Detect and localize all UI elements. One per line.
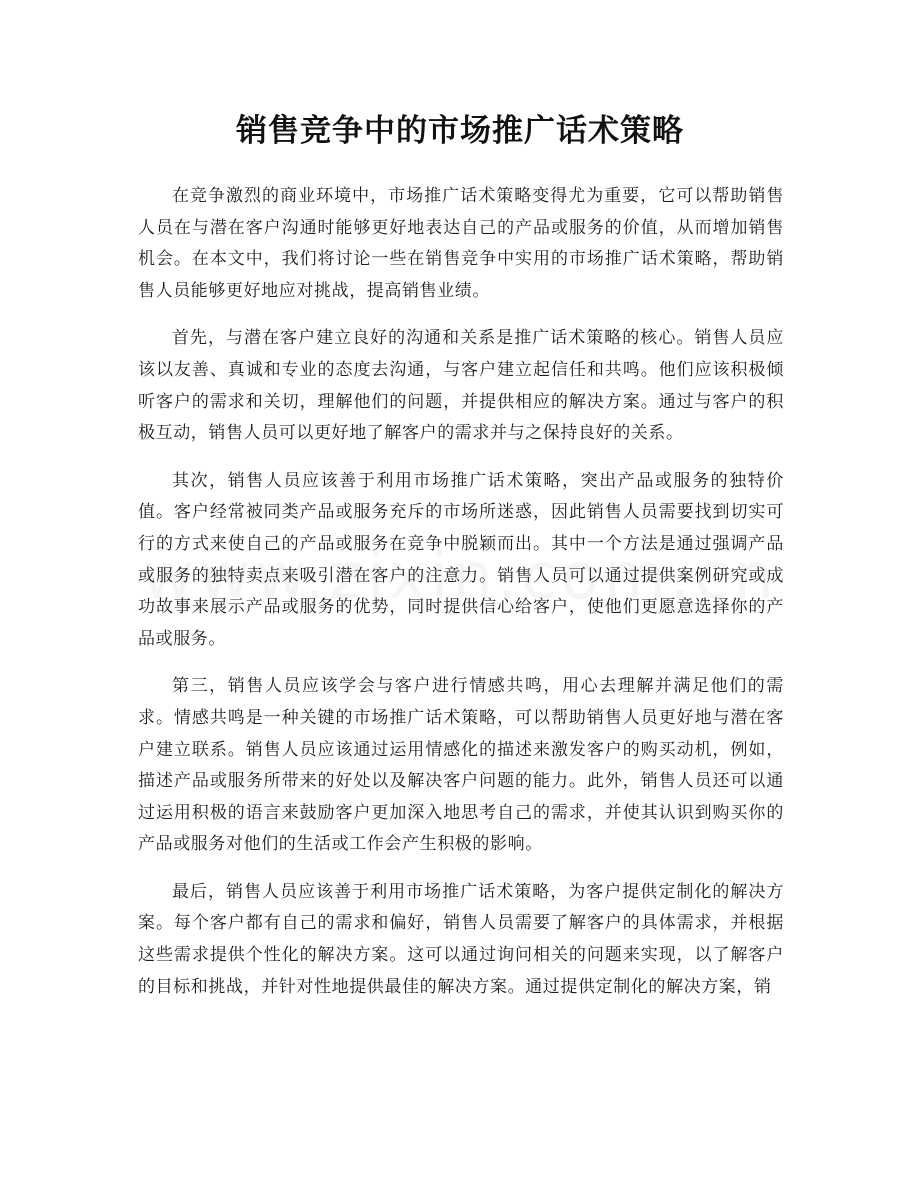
- page-title: 销售竞争中的市场推广话术策略: [236, 113, 684, 149]
- paragraph-third: 第三，销售人员应该学会与客户进行情感共鸣，用心去理解并满足他们的需求。情感共鸣是一种关键的市场推广话术策略，可以帮助销售人员更好地与潜在客户建立联系。销售人员应该通过运用情感化的描述来激发客户的购买动机，例如，描述产品或服务所带来的好处以及解决客户问题的能力。此外，销售人员还可以通过运用积极的语言来鼓励客户更加深入地思考自己的需求，并使其认识到购买你的产品或服务对他们的生活或工作会产生积极的影响。: [138, 676, 784, 855]
- paragraph-second: 其次，销售人员应该善于利用市场推广话术策略，突出产品或服务的独特价值。客户经常被同类产品或服务充斥的市场所迷惑，因此销售人员需要找到切实可行的方式来使自己的产品或服务在竞争中脱颖而出。其中一个方法是通过强调产品或服务的独特卖点来吸引潜在客户的注意力。销售人员可以通过提供案例研究或成功故事来展示产品或服务的优势，同时提供信心给客户，使他们更愿意选择你的产品或服务。: [138, 470, 784, 649]
- paragraph-first: 首先，与潜在客户建立良好的沟通和关系是推广话术策略的核心。销售人员应该以友善、真诚和专业的态度去沟通，与客户建立起信任和共鸣。他们应该积极倾听客户的需求和关切，理解他们的问题，并提供相应的解决方案。通过与客户的积极互动，销售人员可以更好地了解客户的需求并与之保持良好的关系。: [138, 328, 784, 444]
- document-body: [138, 181, 784, 1019]
- paragraph-intro: 在竞争激烈的商业环境中，市场推广话术策略变得尤为重要，它可以帮助销售人员在与潜在客户沟通时能够更好地表达自己的产品或服务的价值，从而增加销售机会。在本文中，我们将讨论一些在销售竞争中实用的市场推广话术策略，帮助销售人员能够更好地应对挑战，提高销售业绩。: [138, 186, 784, 301]
- paragraph-last: 最后，销售人员应该善于利用市场推广话术策略，为客户提供定制化的解决方案。每个客户都有自己的需求和偏好，销售人员需要了解客户的具体需求，并根据这些需求提供个性化的解决方案。这可以通过询问相关的问题来实现，以了解客户的目标和挑战，并针对性地提供最佳的解决方案。通过提供定制化的解决方案，销: [138, 881, 784, 997]
